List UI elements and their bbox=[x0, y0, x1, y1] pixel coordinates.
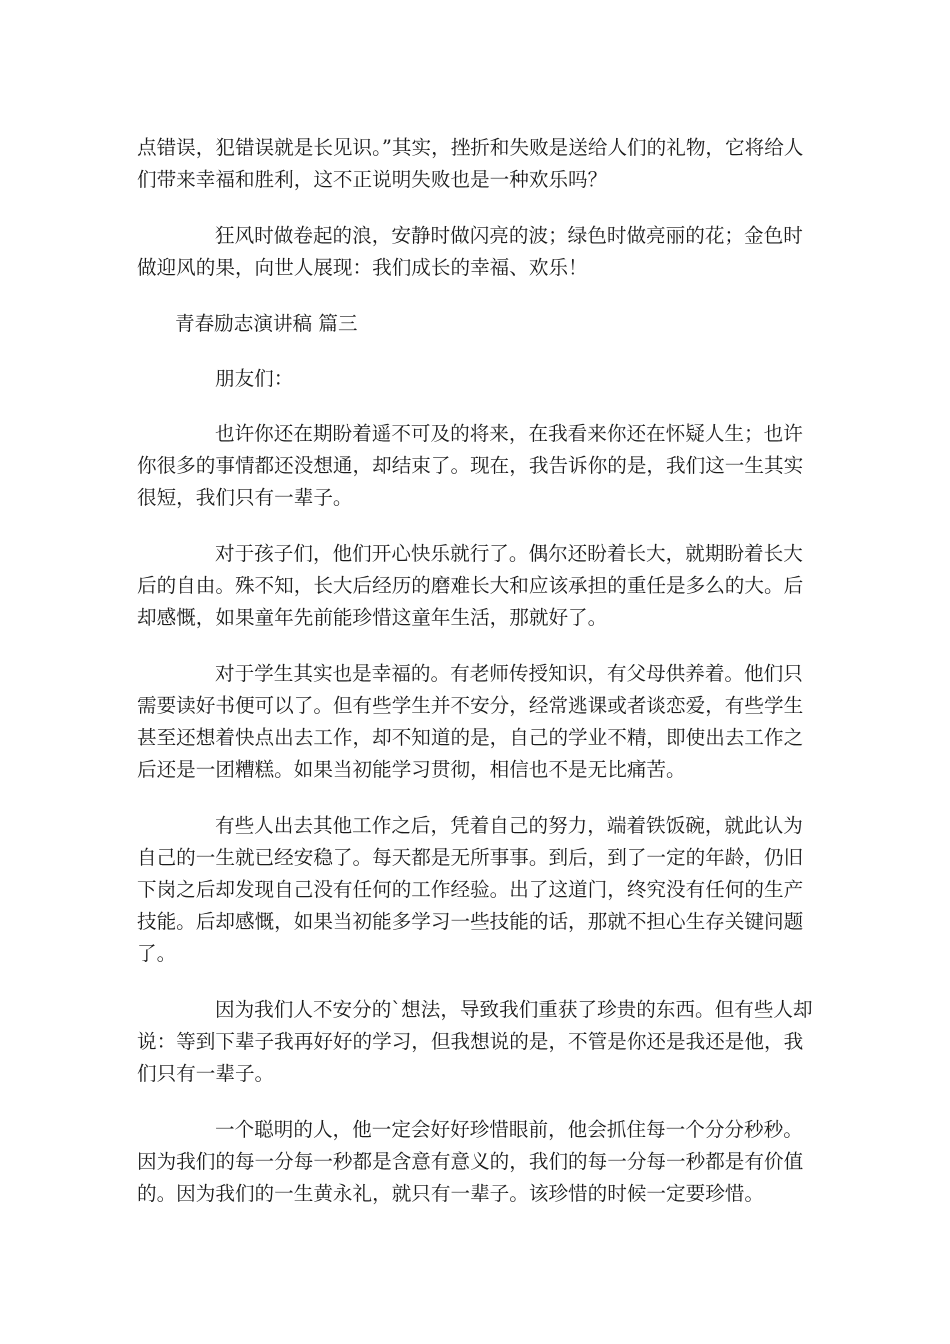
paragraph-wind: 狂风时做卷起的浪，安静时做闪亮的波；绿色时做亮丽的花；金色时做迎风的果，向世人展现：我们成长的幸福、欢乐！ bbox=[137, 224, 803, 279]
paragraph-smart: 一个聪明的人，他一定会好好珍惜眼前，他会抓住每一个分分秒秒。因为我们的每一分每一秒都是含意有意义的，我们的每一分每一秒都是有价值的。因为我们的一生黄永礼，就只有一辈子。该珍惜的时候一定要珍惜。 bbox=[137, 1118, 804, 1205]
paragraph-restless: 因为我们人不安分的`想法，导致我们重获了珍贵的东西。但有些人却说：等到下辈子我再好好的学习，但我想说的是，不管是你还是我还是他，我们只有一辈子。 bbox=[137, 998, 813, 1085]
document-body bbox=[137, 132, 815, 1210]
paragraph-perhaps: 也许你还在期盼着遥不可及的将来，在我看来你还在怀疑人生；也许你很多的事情都还没想通，却结束了。现在，我告诉你的是，我们这一生其实很短，我们只有一辈子。 bbox=[137, 422, 804, 509]
paragraph-children: 对于孩子们，他们开心快乐就行了。偶尔还盼着长大，就期盼着长大后的自由。殊不知，长大后经历的磨难长大和应该承担的重任是多么的大。后却感慨，如果童年先前能珍惜这童年生活，那就好了。 bbox=[137, 542, 804, 629]
paragraph-continued: 点错误，犯错误就是长见识。”其实，挫折和失败是送给人们的礼物，它将给人们带来幸福和胜利，这不正说明失败也是一种欢乐吗？ bbox=[137, 136, 804, 191]
paragraph-workers: 有些人出去其他工作之后，凭着自己的努力，端着铁饭碗，就此认为自己的一生就已经安稳了。每天都是无所事事。到后，到了一定的年龄，仍旧下岗之后却发现自己没有任何的工作经验。出了这道门，终究没有任何的生产技能。后却感慨，如果当初能多学习一些技能的话，那就不担心生存关键问题了。 bbox=[137, 814, 804, 965]
paragraph-greeting: 朋友们： bbox=[215, 367, 294, 390]
section-heading: 青春励志演讲稿 篇三 bbox=[175, 312, 358, 335]
paragraph-students: 对于学生其实也是幸福的。有老师传授知识，有父母供养着。他们只需要读好书便可以了。但有些学生并不安分，经常逃课或者谈恋爱，有些学生甚至还想着快点出去工作，却不知道的是，自己的学业不精，即使出去工作之后还是一团糟糕。如果当初能学习贯彻，相信也不是无比痛苦。 bbox=[137, 662, 804, 781]
